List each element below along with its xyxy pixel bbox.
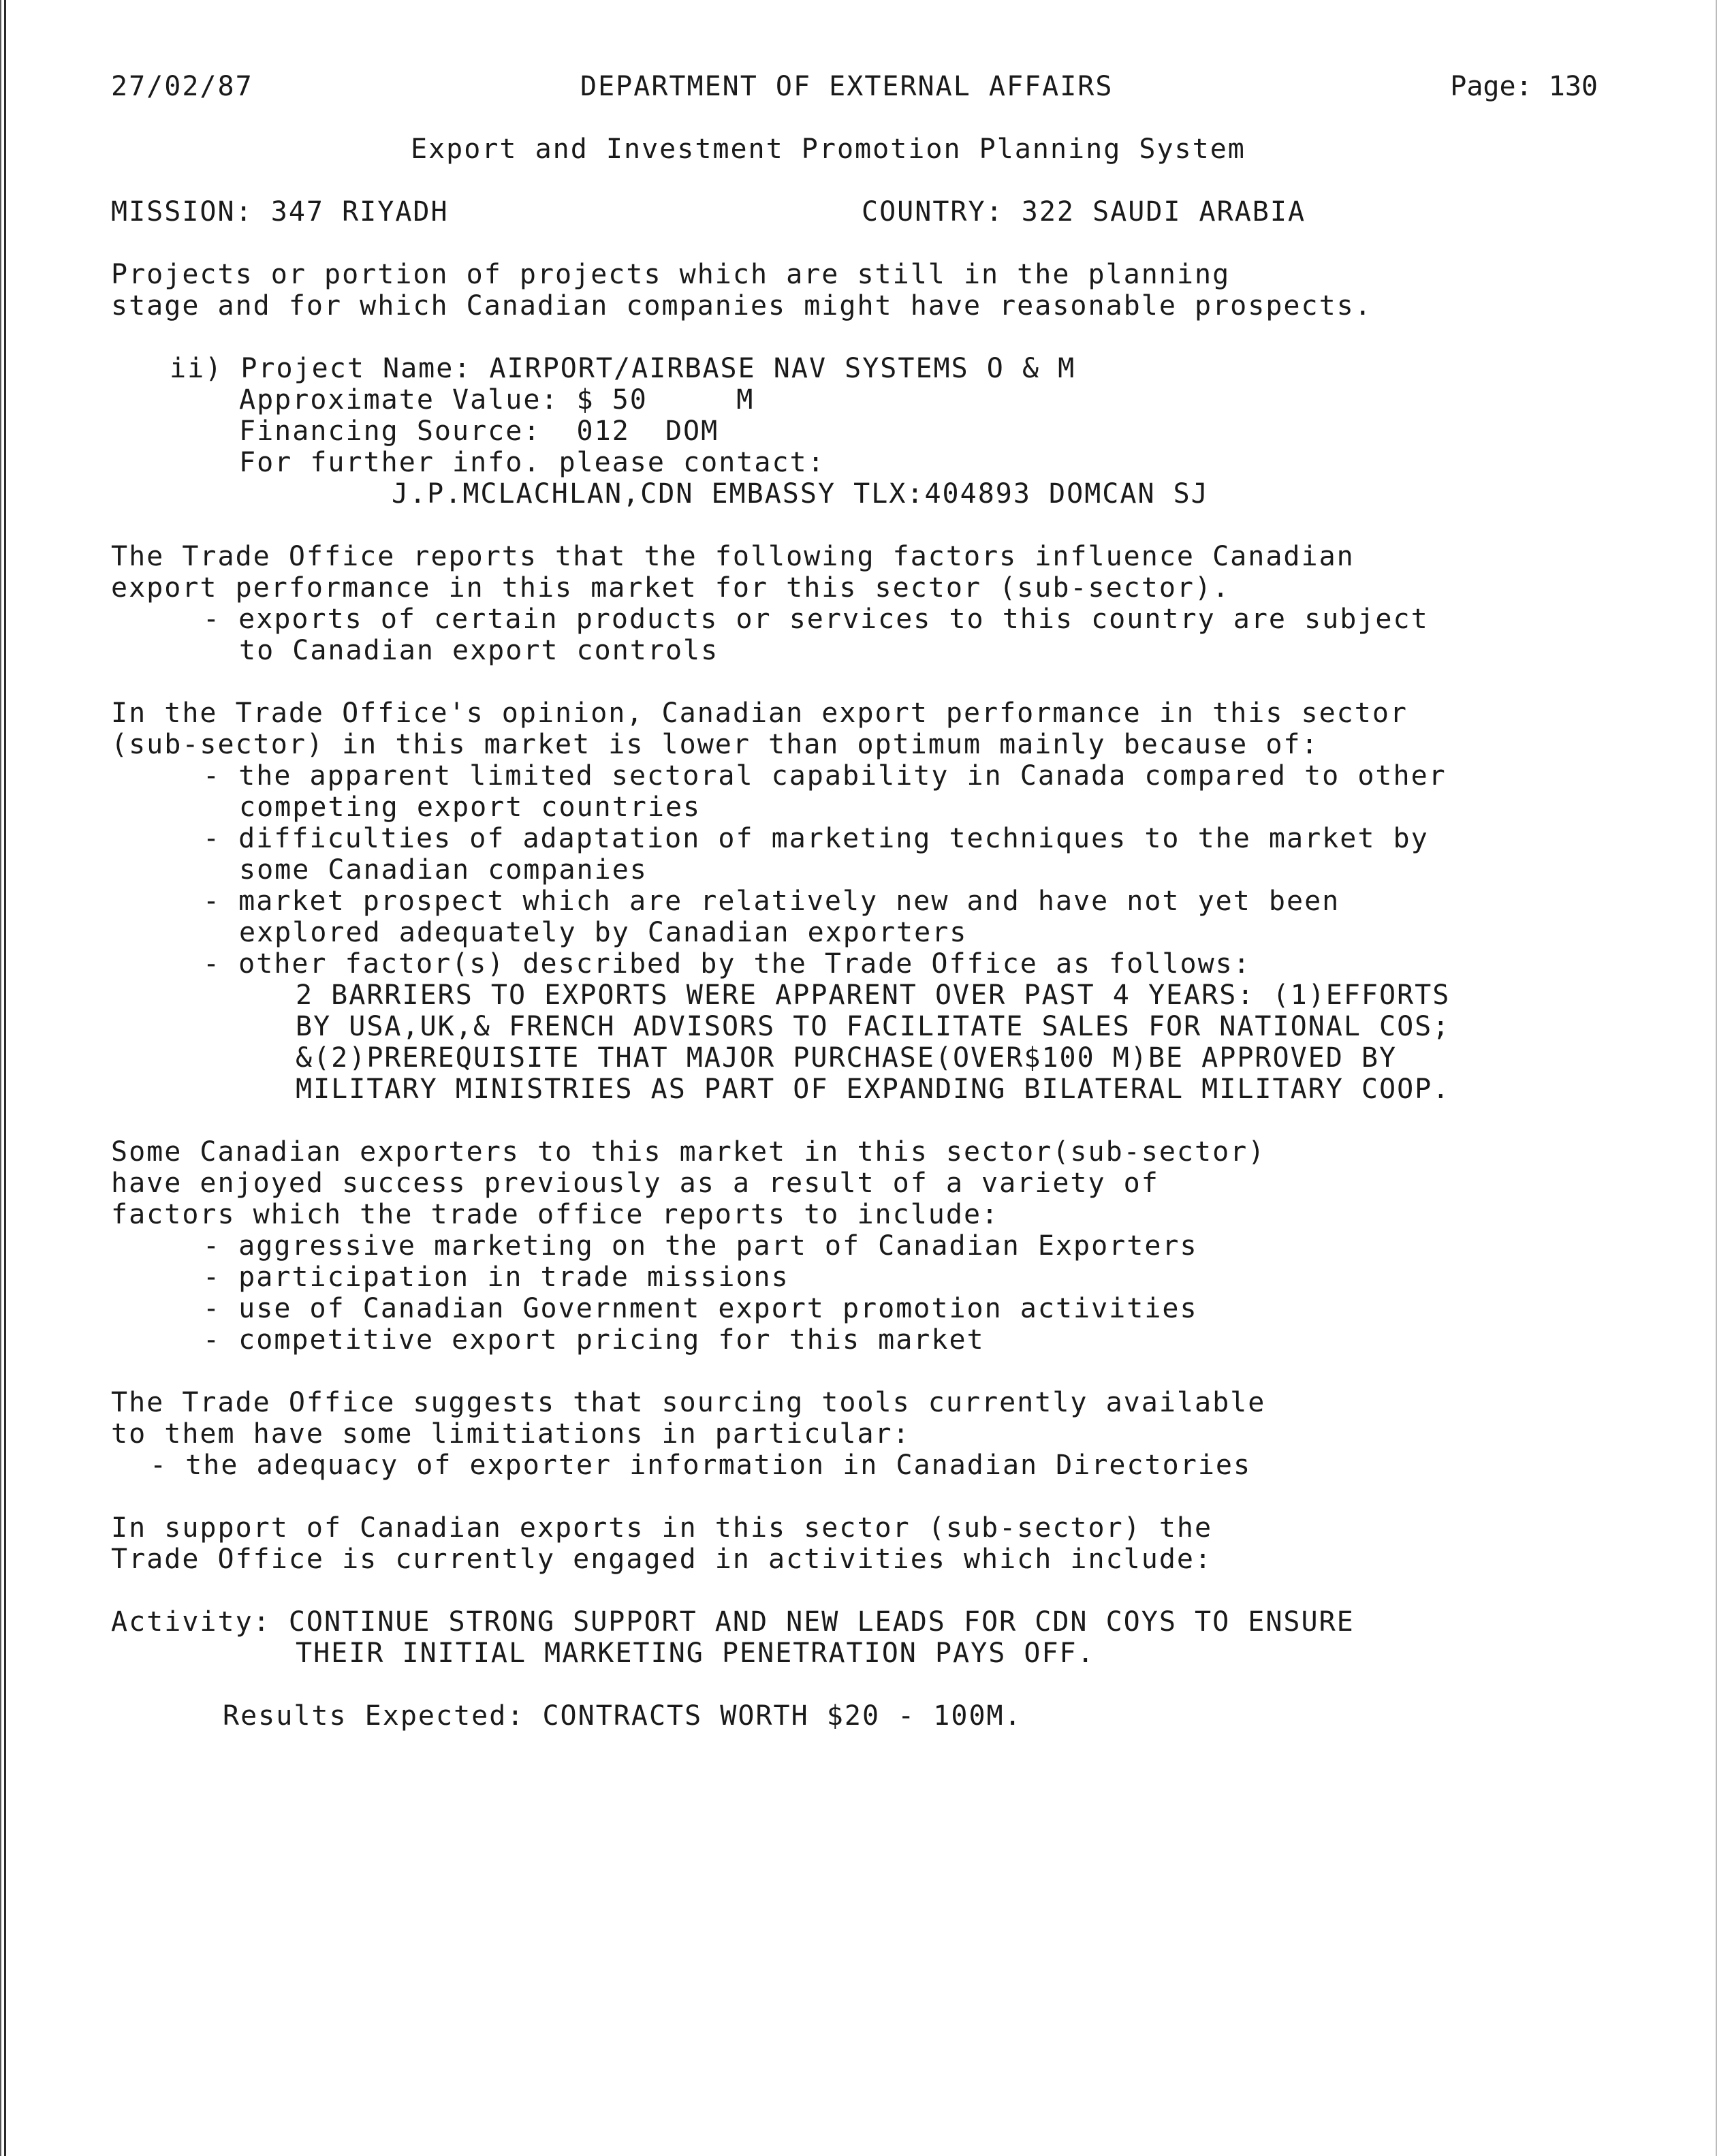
opinion-bullet: - difficulties of adaptation of marketing techniques to the market by [203,823,1429,854]
opinion-bullet-cont: explored adequately by Canadian exporters [239,917,968,948]
intro-line: Projects or portion of projects which are still in the planning [111,259,1231,290]
opinion-line: (sub-sector) in this market is lower than optimum mainly because of: [111,729,1319,760]
report-date: 27/02/87 [111,71,253,102]
support-line: In support of Canadian exports in this sector (sub-sector) the [111,1512,1213,1544]
project-financing: Financing Source: 012 DOM [239,416,719,447]
activity-line: Activity: CONTINUE STRONG SUPPORT AND NEW LEADS FOR CDN COYS TO ENSURE [111,1606,1355,1638]
sourcing-line: to them have some limitiations in particular: [111,1418,911,1450]
country-label: COUNTRY: 322 SAUDI ARABIA [862,196,1306,228]
factors-line: export performance in this market for this sector (sub-sector). [111,572,1231,604]
results-expected: Results Expected: CONTRACTS WORTH $20 - 100M. [223,1700,1022,1732]
success-bullet: - aggressive marketing on the part of Canadian Exporters [203,1230,1198,1262]
activity-line-cont: THEIR INITIAL MARKETING PENETRATION PAYS OFF. [296,1638,1095,1669]
success-line: factors which the trade office reports to include: [111,1199,1000,1230]
factors-bullet-cont: to Canadian export controls [239,635,719,666]
system-title: Export and Investment Promotion Planning System [411,134,1246,165]
success-line: Some Canadian exporters to this market in this sector(sub-sector) [111,1136,1266,1168]
opinion-bullet: - the apparent limited sectoral capability in Canada compared to other [203,760,1447,792]
scan-edge-left [4,0,6,2156]
opinion-detail: 2 BARRIERS TO EXPORTS WERE APPARENT OVER PAST 4 YEARS: (1)EFFORTS [296,980,1451,1011]
opinion-detail: &(2)PREREQUISITE THAT MAJOR PURCHASE(OVER$100 M)BE APPROVED BY [296,1042,1398,1074]
project-contact-detail: J.P.MCLACHLAN,CDN EMBASSY TLX:404893 DOMCAN SJ [392,478,1209,510]
sourcing-line: The Trade Office suggests that sourcing tools currently available [111,1387,1266,1418]
opinion-bullet-cont: competing export countries [239,792,702,823]
success-bullet: - participation in trade missions [203,1262,789,1293]
success-bullet: - competitive export pricing for this market [203,1324,985,1356]
factors-line: The Trade Office reports that the following factors influence Canadian [111,541,1355,572]
success-bullet: - use of Canadian Government export promotion activities [203,1293,1198,1324]
opinion-bullet: - market prospect which are relatively new and have not yet been [203,886,1340,917]
opinion-line: In the Trade Office's opinion, Canadian export performance in this sector [111,698,1408,729]
intro-line: stage and for which Canadian companies might have reasonable prospects. [111,290,1372,322]
factors-bullet: - exports of certain products or services to this country are subject [203,604,1429,635]
project-contact-label: For further info. please contact: [239,447,825,478]
page-number: Page: 130 [1450,71,1598,102]
department-title: DEPARTMENT OF EXTERNAL AFFAIRS [580,71,1114,102]
mission-label: MISSION: 347 RIYADH [111,196,449,228]
opinion-bullet-cont: some Canadian companies [239,854,648,886]
project-value: Approximate Value: $ 50 M [239,384,755,416]
opinion-detail: BY USA,UK,& FRENCH ADVISORS TO FACILITATE SALES FOR NATIONAL COS; [296,1011,1451,1042]
success-line: have enjoyed success previously as a result of a variety of [111,1168,1159,1199]
project-name: ii) Project Name: AIRPORT/AIRBASE NAV SYSTEMS O & M [170,353,1076,384]
sourcing-bullet: - the adequacy of exporter information in Canadian Directories [150,1450,1252,1481]
opinion-bullet: - other factor(s) described by the Trade Office as follows: [203,948,1251,980]
opinion-detail: MILITARY MINISTRIES AS PART OF EXPANDING BILATERAL MILITARY COOP. [296,1074,1451,1105]
support-line: Trade Office is currently engaged in activities which include: [111,1544,1213,1575]
scan-edge-outer [0,0,1,2156]
